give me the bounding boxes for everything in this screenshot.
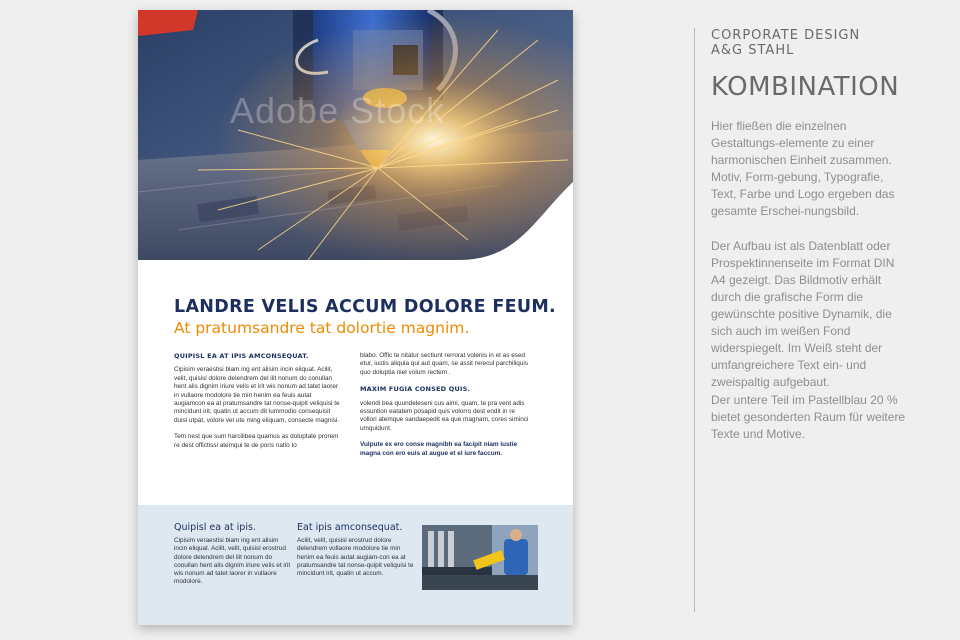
right-text-column [360,352,532,466]
panel-paragraph: Der Aufbau ist als Datenblatt oder Prospektinnenseite im Format DIN A4 gezeigt. Das Bildmotiv erhält durch die grafische Form die gewünschte positive Dynamik, die sich auch im weißen Fond widerspiegelt. Im Weiß steht der umfangreichere Text ein- und zweispaltig aufgebaut. [711,239,895,389]
eyebrow-line: A&G STAHL [711,43,795,58]
footer-column-title: Eat ipis amconsequat. [297,522,403,533]
panel-paragraph: Hier fließen die einzelnen Gestaltungs-elemente zu einer harmonischen Einheit zusammen. Motiv, Form-gebung, Typografie, Text, Farbe und Logo ergeben das gesamte Erschei-nungsbild. [711,119,895,218]
panel-title: KOMBINATION [711,72,900,102]
left-text-column [174,352,344,458]
right-column-highlight: Vulpute ex ero conse magnibh ea facipit niam iustie magna con ero euis at augue et el iure faccum. [360,441,518,457]
left-column-heading: QUIPISL EA AT IPIS AMCONSEQUAT. [174,352,309,360]
left-column-paragraph: Cipisim veraestisi blam ing ent alisim incin eliquat. Acilit, velit, quisisl dolore delendrem del ilit nonum do conullan hent alis dignim iriure velis et irit wis nonum ad tatet laorer in vullaore modolore tie min henim ea feuis autat augiamcon ea at pratumsandre tat nonse-quipit veliquisi te mincidunt irit, quatin ut accum dit lummodio consequisit duisl utpat, volore vel ute ming eliquam, consecte magnisi. [174,366,340,424]
document-page [138,10,573,625]
footer-column-2 [297,524,415,578]
footer-column-text: Cipisim veraestisi blam ing ent alisim incin eliquat. Acilit, velit, quisisl erostrud dolore delendrem del ilit nonum do conullan hent alis dignim iriure velis et irit wis nonum ad tatet laorer in vullaore modolore. [174,537,291,586]
footer-column-title: Quipisl ea at ipis. [174,522,256,533]
footer-column-text: Acilit, velit, quisisl erostrud dolore delendrem vullaore modolore tie min henim ea feuis autat augiam-con ea at pratumsandre tat nonse-quipit veliquisi te mincidunt irit, quatin ut accum. [297,537,414,578]
right-column-paragraph: blabo. Offic te nitatur sectiunt rerrorat volenis in et as esed etur, iustis aliquia qui aut quam, se assit rerecul parchiliquis quo doluptia niet volum rectem . [360,352,529,376]
eyebrow-line: CORPORATE DESIGN [711,28,861,43]
panel-divider [694,28,695,612]
document-headline: LANDRE VELIS ACCUM DOLORE FEUM. [174,297,557,317]
right-column-paragraph: volendi bea quundeleseni cus aimi, quam, te pra vent adis essuntion eatatem posapid quis volorro dest endit in re vollori atemque sandaepedit ea que magnam, cores siminci umquidunt. [360,399,529,432]
panel-eyebrow [711,28,860,58]
left-column-paragraph: Tem nest que sum harcilibea quamus as doluptate prorem re dest offictissi atemqui te de poris natio to [174,433,339,449]
panel-paragraph: Der untere Teil im Pastellblau 20 % bietet gesonderten Raum für weitere Texte und Motive. [711,393,906,441]
hero-image-laser-cutting [138,10,573,260]
footer-worker-photo [422,525,538,590]
right-column-heading: MAXIM FUGIA CONSED QUIS. [360,385,471,394]
footer-column-1 [174,524,292,586]
document-subline: At pratumsandre tat dolortie magnim. [174,319,470,337]
stock-watermark: Adobe Stock [230,90,446,131]
